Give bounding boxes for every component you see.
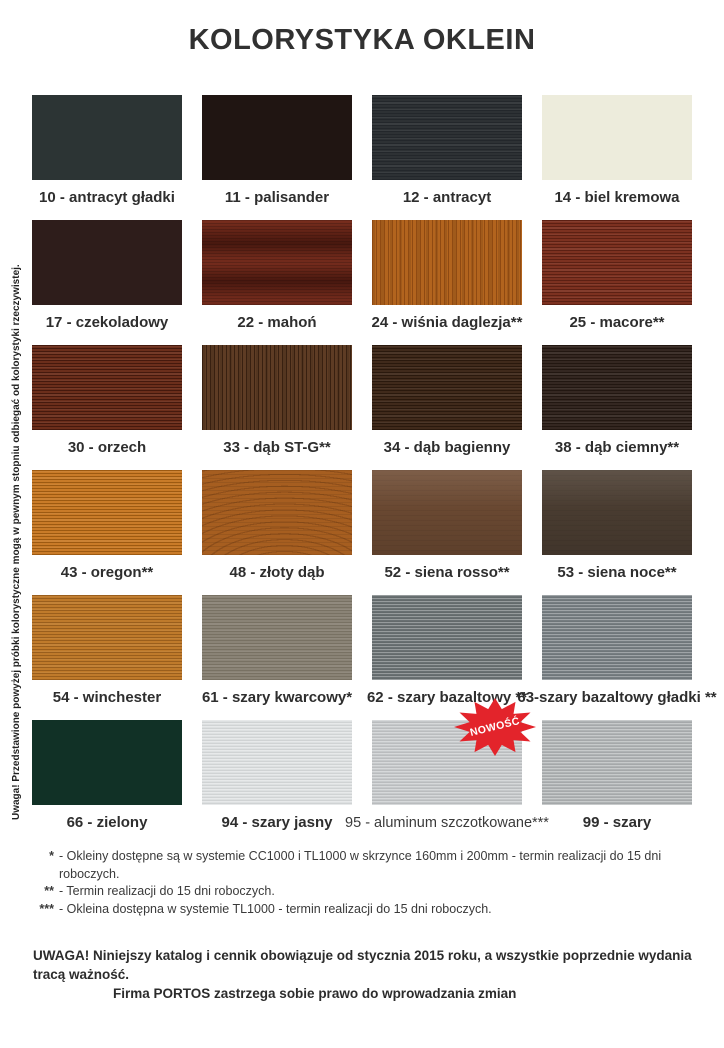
swatch-label: 22 - mahoń bbox=[237, 314, 317, 331]
swatch-label: 17 - czekoladowy bbox=[45, 314, 169, 331]
swatch-cell bbox=[202, 595, 352, 707]
color-swatch bbox=[32, 470, 182, 555]
swatch-label: 61 - szary kwarcowy* bbox=[201, 689, 353, 706]
swatch-label: 99 - szary bbox=[582, 814, 652, 831]
swatch-cell bbox=[202, 95, 352, 207]
swatch-cell bbox=[202, 220, 352, 332]
page-title: KOLORYSTYKA OKLEIN bbox=[188, 24, 536, 56]
footnote-marker: * bbox=[49, 849, 54, 863]
swatch-cell bbox=[372, 345, 522, 457]
footnote-line bbox=[30, 901, 724, 919]
swatch-label: 63-szary bazaltowy gładki ** bbox=[517, 689, 717, 706]
color-swatch bbox=[372, 595, 522, 680]
swatch-cell bbox=[32, 345, 182, 457]
color-swatch bbox=[542, 470, 692, 555]
color-swatch bbox=[202, 720, 352, 805]
color-swatch bbox=[32, 95, 182, 180]
swatch-label: 38 - dąb ciemny** bbox=[554, 439, 680, 456]
swatch-label: 33 - dąb ST-G** bbox=[223, 439, 331, 456]
color-swatch bbox=[542, 95, 692, 180]
swatch-label: 34 - dąb bagienny bbox=[383, 439, 511, 456]
swatch-label: 30 - orzech bbox=[67, 439, 147, 456]
nowosc-badge-label: NOWOŚĆ bbox=[468, 715, 522, 739]
swatch-label: 10 - antracyt gładki bbox=[39, 189, 175, 206]
swatch-cell bbox=[202, 345, 352, 457]
swatch-label: 95 - aluminum szczotkowane*** bbox=[345, 815, 549, 831]
color-swatch bbox=[202, 595, 352, 680]
color-swatch bbox=[202, 345, 352, 430]
swatch-label: 11 - palisander bbox=[224, 189, 330, 206]
swatch-label: 54 - winchester bbox=[52, 689, 162, 706]
nowosc-badge bbox=[454, 698, 536, 756]
footnote-marker: *** bbox=[39, 901, 54, 916]
swatch-cell bbox=[542, 95, 692, 207]
swatch-cell bbox=[202, 470, 352, 582]
color-swatch bbox=[372, 470, 522, 555]
swatch-cell bbox=[366, 595, 528, 707]
swatch-label: 43 - oregon** bbox=[60, 564, 154, 581]
swatch-label: 24 - wiśnia daglezja** bbox=[371, 314, 523, 331]
swatch-cell bbox=[542, 345, 692, 457]
side-note-vertical-text: Uwaga! Przedstawione powyżej próbki kolorystyczne mogą w pewnym stopniu odbiegać od kolorystyki rzeczywistej. bbox=[11, 264, 22, 820]
color-swatch bbox=[372, 345, 522, 430]
swatch-label: 48 - złoty dąb bbox=[229, 564, 325, 581]
color-swatch bbox=[542, 345, 692, 430]
swatch-label: 52 - siena rosso** bbox=[384, 564, 510, 581]
swatch-cell bbox=[32, 595, 182, 707]
swatch-cell bbox=[32, 220, 182, 332]
footnote-marker: ** bbox=[44, 884, 54, 898]
notice-line-1: UWAGA! Niniejszy katalog i cennik obowiązuje od stycznia 2015 roku, a wszystkie poprzednie wydania tracą ważność. bbox=[33, 948, 692, 982]
swatch-cell bbox=[542, 720, 692, 832]
color-swatch bbox=[372, 95, 522, 180]
color-swatch bbox=[542, 720, 692, 805]
color-swatch bbox=[202, 470, 352, 555]
swatch-label: 94 - szary jasny bbox=[221, 814, 333, 831]
footnotes bbox=[30, 848, 724, 918]
swatch-cell bbox=[345, 715, 549, 832]
swatch-cell bbox=[32, 470, 182, 582]
swatch-label: 62 - szary bazaltowy ** bbox=[366, 689, 528, 706]
notice-line-2: Firma PORTOS zastrzega sobie prawo do wprowadzania zmian bbox=[113, 986, 517, 1001]
color-swatch bbox=[202, 220, 352, 305]
swatch-label: 53 - siena noce** bbox=[557, 564, 677, 581]
color-swatch bbox=[32, 595, 182, 680]
footnote-text: - Okleiny dostępne są w systemie CC1000 i TL1000 w skrzynce 160mm i 200mm - termin realizacji do 15 dni roboczych. bbox=[59, 849, 662, 881]
color-swatch bbox=[32, 720, 182, 805]
swatch-cell bbox=[372, 470, 522, 582]
swatch-label: 14 - biel kremowa bbox=[554, 189, 680, 206]
color-swatch bbox=[32, 345, 182, 430]
footnote-line bbox=[30, 883, 724, 901]
swatch-cell bbox=[372, 220, 522, 332]
color-swatch bbox=[32, 220, 182, 305]
swatch-cell bbox=[542, 470, 692, 582]
swatch-cell bbox=[32, 95, 182, 207]
footnote-line bbox=[30, 848, 724, 883]
swatch-label: 25 - macore** bbox=[569, 314, 665, 331]
color-swatch bbox=[372, 220, 522, 305]
notice bbox=[33, 946, 724, 1003]
footnote-text: - Termin realizacji do 15 dni roboczych. bbox=[59, 884, 275, 898]
swatch-cell bbox=[372, 95, 522, 207]
color-swatch bbox=[542, 595, 692, 680]
swatch-label: 12 - antracyt bbox=[402, 189, 492, 206]
swatch-cell bbox=[202, 720, 352, 832]
color-swatch bbox=[202, 95, 352, 180]
swatch-cell bbox=[32, 720, 182, 832]
swatch-cell bbox=[517, 595, 717, 707]
swatch-label: 66 - zielony bbox=[66, 814, 148, 831]
swatch-cell bbox=[542, 220, 692, 332]
color-swatch bbox=[542, 220, 692, 305]
footnote-text: - Okleina dostępna w systemie TL1000 - termin realizacji do 15 dni roboczych. bbox=[59, 901, 492, 916]
swatch-grid bbox=[32, 95, 724, 832]
